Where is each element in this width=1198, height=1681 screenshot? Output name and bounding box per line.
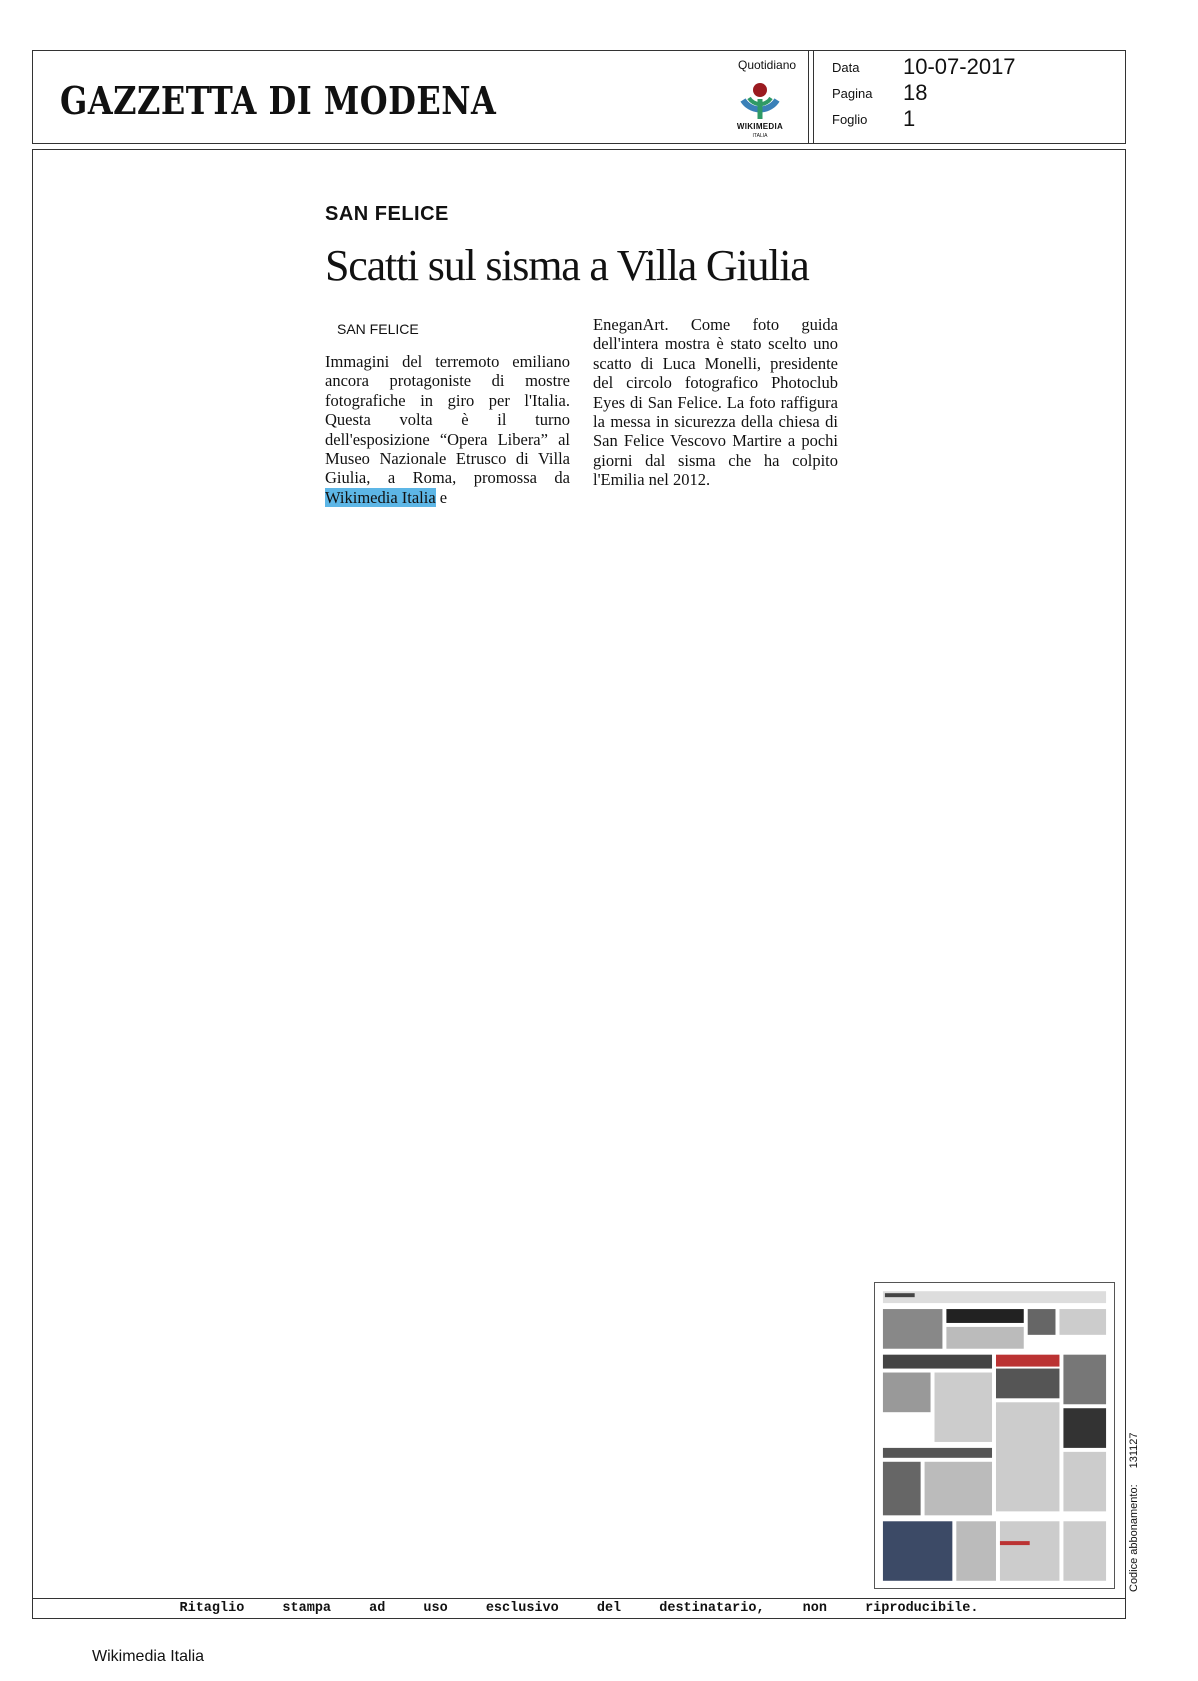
subscription-code-label: Codice abbonamento: [1128,1484,1140,1592]
meta-label-foglio: Foglio [832,112,868,127]
newspaper-masthead: GAZZETTA DI MODENA [60,78,497,124]
logo-subtext: ITALIA [752,133,768,139]
subscription-code-value: 131127 [1128,1432,1140,1469]
article-dateline: SAN FELICE [337,321,419,337]
wikimedia-logo-icon [730,80,790,140]
page-thumbnail [874,1282,1115,1589]
article-headline: Scatti sul sisma a Villa Giulia [325,241,809,290]
meta-value-foglio: 1 [903,106,916,131]
subscription-code [1128,1432,1140,1592]
article-column-1 [325,352,570,507]
reproduction-notice: Ritaglio stampa ad uso esclusivo del destinatario, non riproducibile. [179,1601,979,1616]
article-text: Immagini del terremoto emiliano ancora protagoniste di mostre fotografiche in giro per l'Italia. Questa volta è il turno dell'esposizione “Opera Libera” al Museo Nazionale Etrusco di Villa Giulia, a Roma, promossa da [325,352,570,488]
meta-value-data: 10-07-2017 [903,54,1016,79]
header-divider [813,50,814,144]
header-divider [808,50,809,144]
page-footer-source: Wikimedia Italia [92,1648,205,1665]
meta-label-pagina: Pagina [832,86,873,101]
logo-text: WIKIMEDIA [736,122,784,131]
article-text: EneganArt. Come foto guida dell'intera mostra è stato scelto uno scatto di Luca Monelli, presidente del circolo fotografico Photoclub Eyes di San Felice. La foto raffigura la messa in sicurezza della chiesa di San Felice Vescovo Martire a pochi giorni dal sisma che ha colpito l'Emilia nel 2012. [593,315,838,490]
article-text: e [439,487,448,507]
highlighted-mention: Wikimedia Italia [325,487,436,507]
publication-type: Quotidiano [738,58,797,72]
section-label: SAN FELICE [325,203,449,225]
article-column-2 [593,315,838,490]
meta-value-pagina: 18 [903,80,928,105]
meta-label-data: Data [832,60,860,75]
